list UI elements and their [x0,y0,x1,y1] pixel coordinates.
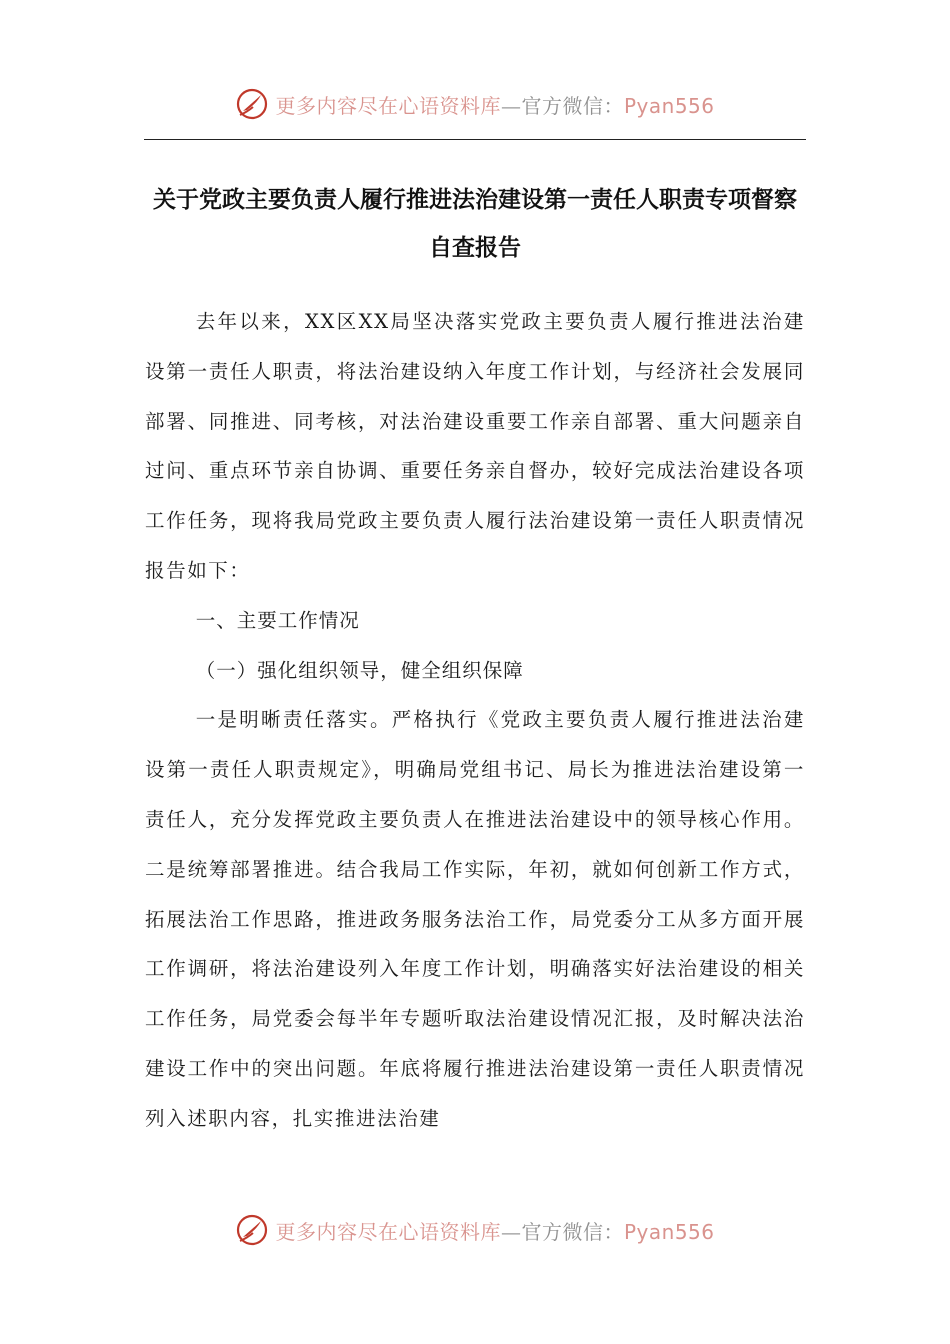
watermark-separator: — [500,1219,522,1244]
quill-logo-icon [235,87,269,121]
footer-watermark [0,1208,950,1252]
header-divider [144,139,806,140]
watermark-main-text: 更多内容尽在心语资料库 [275,93,501,118]
watermark-text [275,1216,714,1245]
header-watermark [0,82,950,126]
document-title: 关于党政主要负责人履行推进法治建设第一责任人职责专项督察自查报告 [153,187,797,261]
section-heading: 一、主要工作情况 [195,608,360,632]
watermark-main-text: 更多内容尽在心语资料库 [275,1219,501,1244]
body-paragraph: 一是明晰责任落实。严格执行《党政主要负责人履行推进法治建设第一责任人职责规定》，明确局党组书记、局长为推进法治建设第一责任人，充分发挥党政主要负责人在推进法治建设中的领导核心作用。二是统筹部署推进。结合我局工作实际，年初，就如何创新工作方式，拓展法治工作思路，推进政务服务法治工作，局党委分工从多方面开展工作调研，将法治建设列入年度工作计划，明确落实好法治建设的相关工作任务，局党委会每半年专题听取法治建设情况汇报，及时解决法治建设工作中的突出问题。年底将履行推进法治建设第一责任人职责情况列入述职内容，扎实推进法治建 [145,708,805,1130]
watermark-wechat-label: 官方微信： [521,93,624,118]
watermark-text [275,90,714,119]
subsection-heading: （一）强化组织领导，健全组织保障 [195,658,524,682]
watermark-wechat-id: Pyan556 [623,1219,715,1244]
quill-logo-icon [235,1213,269,1247]
document-body [145,297,805,1144]
intro-paragraph: 去年以来，XX区XX局坚决落实党政主要负责人履行推进法治建设第一责任人职责，将法治建设纳入年度工作计划，与经济社会发展同部署、同推进、同考核，对法治建设重要工作亲自部署、重大问题亲自过问、重点环节亲自协调、重要任务亲自督办，较好完成法治建设各项工作任务，现将我局党政主要负责人履行法治建设第一责任人职责情况报告如下： [145,310,805,582]
watermark-wechat-label: 官方微信： [521,1219,624,1244]
watermark-separator: — [500,93,522,118]
watermark-wechat-id: Pyan556 [623,93,715,118]
